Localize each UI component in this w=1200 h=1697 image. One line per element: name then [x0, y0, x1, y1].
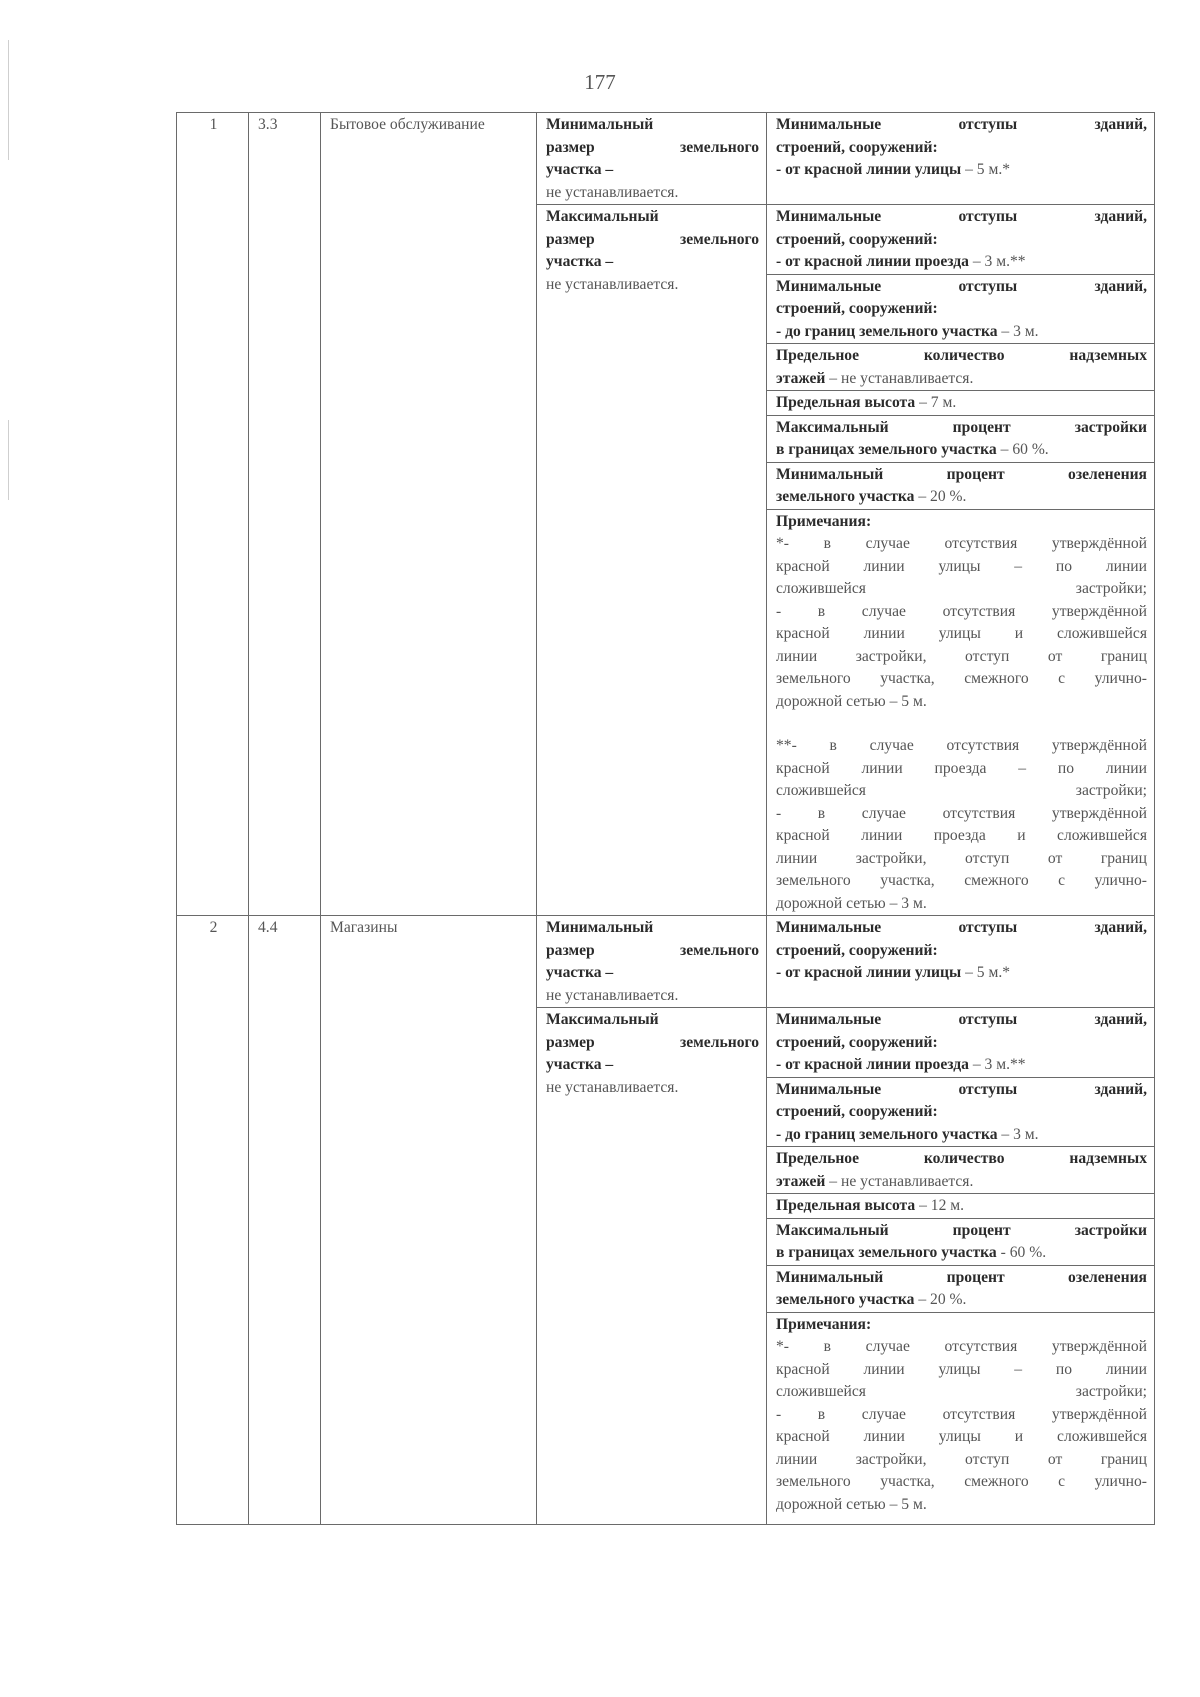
notes-title: Примечания:	[776, 1315, 872, 1333]
notes-line: *- в случае отсутствия утверждённой	[776, 1338, 1147, 1355]
text-line: Предельное количество надземных	[776, 1150, 1147, 1167]
notes-line: - в случае отсутствия утверждённой	[776, 1405, 1147, 1423]
bold-text: Предельная высота	[776, 394, 916, 411]
notes-line: красной линии улицы и сложившейся	[776, 1428, 1147, 1445]
notes-line: **- в случае отсутствия утверждённой	[776, 737, 1147, 754]
text-line: Максимальный	[546, 1011, 659, 1028]
regular-text: – не устанавливается.	[825, 369, 974, 387]
bold-text: - до границ земельного участка	[776, 1125, 998, 1143]
regulations-table	[176, 112, 1155, 1525]
notes-line: красной линии проезда и сложившейся	[776, 827, 1147, 844]
min-plot-size-cell	[537, 113, 767, 205]
notes-cell	[767, 509, 1155, 916]
page-number: 177	[584, 70, 616, 94]
notes-line: земельного участка, смежного с улично-	[776, 872, 1147, 889]
text-line: Минимальные отступы зданий,	[776, 919, 1147, 936]
regular-text: – 3 м.**	[968, 1056, 1026, 1073]
setback-border-cell	[767, 274, 1155, 344]
text-line	[776, 1124, 1147, 1147]
text-line: размер земельного	[546, 138, 759, 156]
text-line	[776, 321, 1147, 344]
text-line: Максимальный	[546, 208, 659, 225]
text-line: строений, сооружений:	[776, 941, 938, 959]
text-line	[776, 962, 1147, 985]
floors-limit-cell	[767, 1147, 1155, 1194]
text-line: Минимальные отступы зданий,	[776, 277, 1147, 295]
notes-line: красной линии улицы – по линии	[776, 557, 1147, 575]
text-line: Минимальные отступы зданий,	[776, 1080, 1147, 1098]
text-line: Минимальный	[546, 116, 654, 133]
notes-line: - в случае отсутствия утверждённой	[776, 602, 1147, 620]
notes-line: - в случае отсутствия утверждённой	[776, 804, 1147, 822]
max-plot-size-cell	[537, 1008, 767, 1525]
notes-title: Примечания:	[776, 512, 872, 530]
floors-limit-cell	[767, 344, 1155, 391]
setback-border-cell	[767, 1077, 1155, 1147]
notes-line: сложившейся застройки;	[776, 1383, 1147, 1400]
regular-text: – 60 %.	[996, 441, 1049, 458]
bold-text: в границах земельного участка	[776, 441, 997, 458]
notes-line: линии застройки, отступ от границ	[776, 1450, 1147, 1468]
notes-line: земельного участка, смежного с улично-	[776, 1473, 1147, 1490]
text-line: Минимальные отступы зданий,	[776, 116, 1147, 133]
code-cell: 4.4	[249, 916, 321, 1525]
text-line	[776, 1242, 1147, 1265]
text-line	[776, 251, 1147, 274]
text-line: строений, сооружений:	[776, 138, 938, 156]
bold-text: - от красной линии проезда	[776, 253, 969, 270]
land-use-name-cell: Бытовое обслуживание	[321, 113, 537, 916]
cell-spacer	[776, 1516, 1147, 1524]
text-line: размер земельного	[546, 941, 759, 959]
notes-line: красной линии улицы и сложившейся	[776, 625, 1147, 642]
regular-text: – 7 м.	[915, 394, 957, 411]
text-line: не устанавливается.	[546, 1078, 679, 1096]
notes-line: линии застройки, отступ от границ	[776, 647, 1147, 665]
notes-line: красной линии улицы – по линии	[776, 1360, 1147, 1378]
notes-line: сложившейся застройки;	[776, 782, 1147, 799]
regular-text: – не устанавливается.	[825, 1172, 974, 1190]
text-line	[776, 1054, 1147, 1077]
text-line: Предельное количество надземных	[776, 347, 1147, 364]
max-plot-size-cell	[537, 205, 767, 916]
notes-line: сложившейся застройки;	[776, 580, 1147, 597]
notes-line: *- в случае отсутствия утверждённой	[776, 535, 1147, 552]
table-body	[177, 113, 1155, 1525]
text-line	[776, 439, 1147, 462]
text-line: не устанавливается.	[546, 275, 679, 293]
bold-text: в границах земельного участка	[776, 1244, 997, 1261]
height-limit-cell	[767, 391, 1155, 416]
text-line	[776, 486, 1147, 509]
scan-margin-line	[8, 420, 9, 500]
bold-text: - до границ земельного участка	[776, 322, 998, 340]
notes-line: земельного участка, смежного с улично-	[776, 670, 1147, 687]
coverage-cell	[767, 415, 1155, 462]
bold-text: Предельная высота	[776, 1197, 916, 1214]
setback-street-cell	[767, 113, 1155, 205]
text-line	[776, 1171, 1147, 1194]
regular-text: - 60 %.	[996, 1244, 1047, 1261]
bold-text: земельного участка	[776, 488, 915, 505]
text-line: Минимальные отступы зданий,	[776, 208, 1147, 225]
text-line: участка –	[546, 161, 614, 178]
setback-passage-cell	[767, 1008, 1155, 1078]
text-line: строений, сооружений:	[776, 230, 938, 248]
text-line: строений, сооружений:	[776, 1033, 938, 1051]
text-line	[776, 1289, 1147, 1312]
scan-margin-line	[8, 40, 9, 160]
regular-text: – 5 м.*	[961, 161, 1011, 178]
text-line: Минимальный процент озеленения	[776, 1268, 1147, 1286]
regular-text: – 20 %.	[914, 1291, 967, 1308]
bold-text: этажей	[776, 1172, 826, 1190]
table-row	[177, 113, 1155, 205]
setback-passage-cell	[767, 205, 1155, 275]
regular-text: – 3 м.	[997, 322, 1039, 340]
text-line	[776, 368, 1147, 391]
notes-cell	[767, 1312, 1155, 1525]
text-line: размер земельного	[546, 1033, 759, 1051]
code-cell: 3.3	[249, 113, 321, 916]
text-line: Минимальный	[546, 919, 654, 936]
table-row	[177, 916, 1155, 1008]
blank-line	[776, 713, 1147, 735]
notes-line: дорожной сетью – 5 м.	[776, 1495, 927, 1513]
text-line: участка –	[546, 964, 614, 981]
bold-text: - от красной линии улицы	[776, 964, 962, 981]
text-line: не устанавливается.	[546, 183, 679, 201]
text-line	[776, 1195, 1147, 1218]
text-line: Максимальный процент застройки	[776, 1221, 1147, 1239]
greening-cell	[767, 462, 1155, 509]
text-line: Максимальный процент застройки	[776, 418, 1147, 436]
notes-line: дорожной сетью – 5 м.	[776, 692, 927, 710]
text-line: Минимальный процент озеленения	[776, 465, 1147, 483]
row-number-cell: 1	[177, 113, 249, 916]
land-use-name-cell: Магазины	[321, 916, 537, 1525]
text-line: участка –	[546, 1056, 614, 1073]
notes-line: красной линии проезда – по линии	[776, 759, 1147, 777]
notes-line: линии застройки, отступ от границ	[776, 849, 1147, 867]
notes-line: дорожной сетью – 3 м.	[776, 894, 927, 912]
setback-street-cell	[767, 916, 1155, 1008]
regular-text: – 5 м.*	[961, 964, 1011, 981]
bold-text: земельного участка	[776, 1291, 915, 1308]
text-line	[776, 392, 1147, 415]
bold-text: - от красной линии проезда	[776, 1056, 969, 1073]
text-line: строений, сооружений:	[776, 1103, 938, 1120]
bold-text: этажей	[776, 369, 826, 387]
height-limit-cell	[767, 1194, 1155, 1219]
text-line: Минимальные отступы зданий,	[776, 1011, 1147, 1028]
text-line: строений, сооружений:	[776, 300, 938, 317]
bold-text: - от красной линии улицы	[776, 161, 962, 178]
regular-text: – 20 %.	[914, 488, 967, 505]
text-line: размер земельного	[546, 230, 759, 248]
text-line: не устанавливается.	[546, 986, 679, 1004]
text-line	[776, 159, 1147, 182]
min-plot-size-cell	[537, 916, 767, 1008]
text-line: участка –	[546, 253, 614, 270]
row-number-cell: 2	[177, 916, 249, 1525]
regular-text: – 3 м.**	[968, 253, 1026, 270]
greening-cell	[767, 1265, 1155, 1312]
regular-text: – 12 м.	[915, 1197, 965, 1214]
coverage-cell	[767, 1218, 1155, 1265]
regular-text: – 3 м.	[997, 1125, 1039, 1143]
